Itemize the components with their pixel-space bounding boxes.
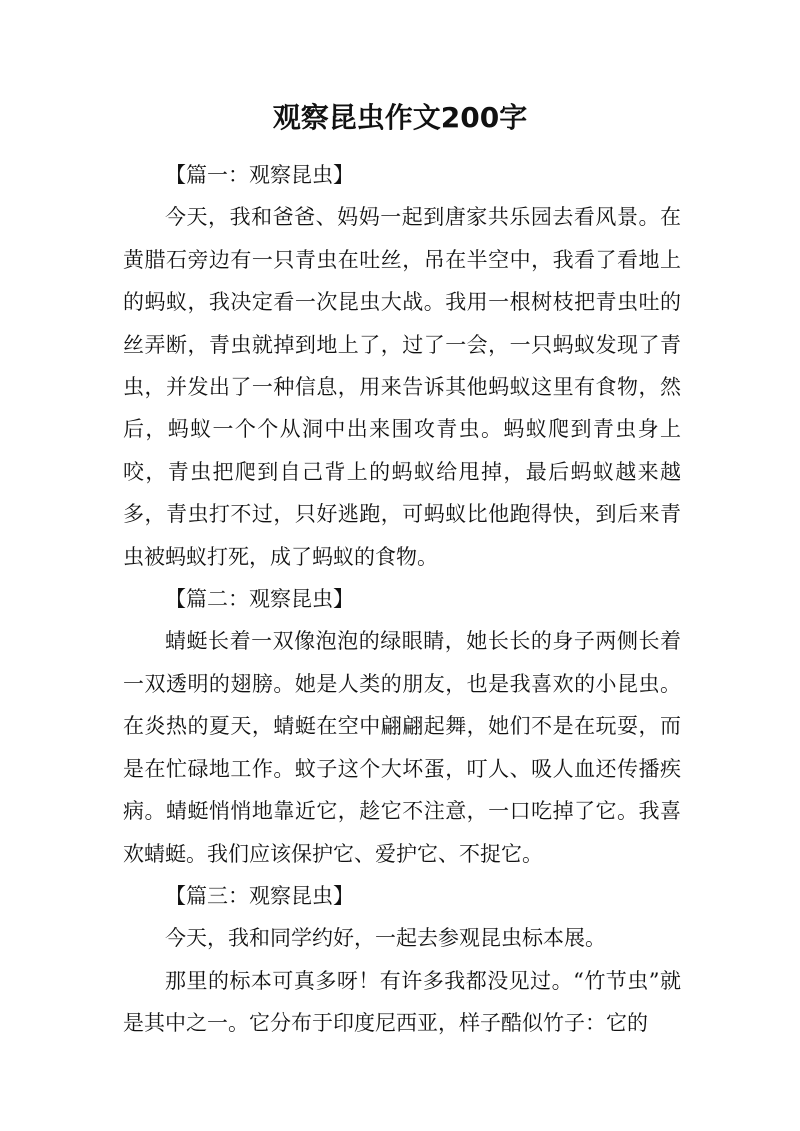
section-heading: 【篇一：观察昆虫】 — [165, 163, 354, 187]
section-heading: 【篇三：观察昆虫】 — [165, 883, 354, 908]
document-title: 观察昆虫作文200字 — [272, 101, 528, 134]
paragraph: 蜻蜓长着一双像泡泡的绿眼睛，她长长的身子两侧长着一双透明的翅膀。她是人类的朋友，也是我喜欢的小昆虫。在炎热的夏天，蜻蜓在空中翩翩起舞，她们不是在玩耍，而是在忙碌地工作。蚊子这个大坏蛋，叮人、吸人血还传播疾病。蜻蜓悄悄地靠近它，趁它不注意，一口吃掉了它。我喜欢蜻蜓。我们应该保护它、爱护它、不捉它。 — [123, 629, 681, 866]
paragraph: 今天，我和爸爸、妈妈一起到唐家共乐园去看风景。在黄腊石旁边有一只青虫在吐丝，吊在半空中，我看了看地上的蚂蚁，我决定看一次昆虫大战。我用一根树枝把青虫吐的丝弄断，青虫就掉到地上了，过了一会，一只蚂蚁发现了青虫，并发出了一种信息，用来告诉其他蚂蚁这里有食物，然后，蚂蚁一个个从洞中出来围攻青虫。蚂蚁爬到青虫身上咬，青虫把爬到自己背上的蚂蚁给甩掉，最后蚂蚁越来越多，青虫打不过，只好逃跑，可蚂蚁比他跑得快，到后来青虫被蚂蚁打死，成了蚂蚁的食物。 — [123, 205, 681, 569]
section-2 — [123, 578, 681, 875]
section-1 — [123, 154, 681, 578]
paragraph: 今天，我和同学约好，一起去参观昆虫标本展。 — [165, 926, 606, 951]
section-3 — [123, 875, 681, 1045]
section-heading: 【篇二：观察昆虫】 — [165, 587, 354, 612]
paragraph: 那里的标本可真多呀！有许多我都没见过。“竹节虫”就是其中之一。它分布于印度尼西亚，样子酷似竹子：它的 — [123, 968, 681, 1036]
document-body — [123, 154, 681, 1045]
